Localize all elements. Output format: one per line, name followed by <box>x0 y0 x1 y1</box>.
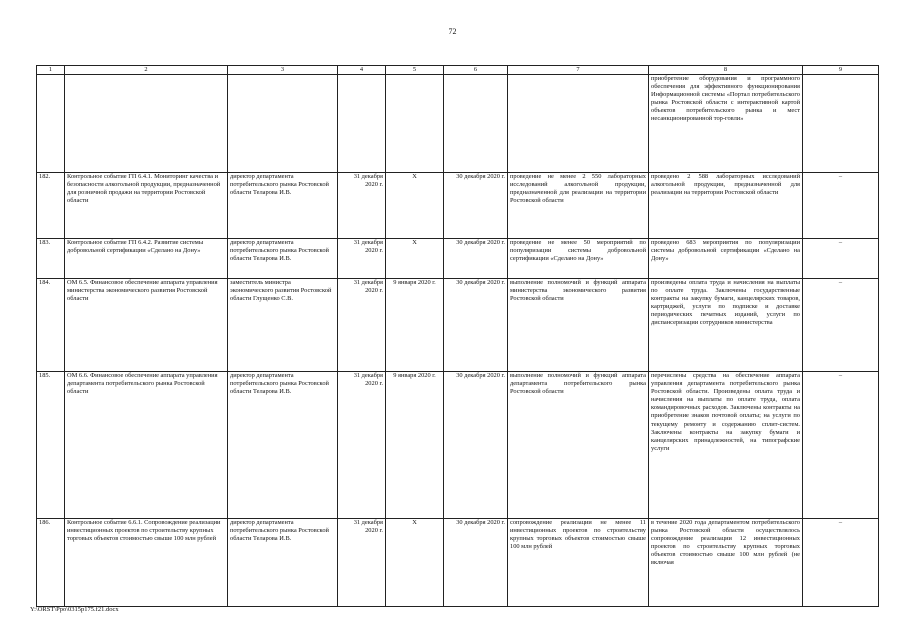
actual-end-date: 30 декабря 2020 г. <box>444 279 508 372</box>
event-name: Контрольное событие ГП 6.4.1. Мониторинг качества и безопасности алкогольной продукции, предназначенной для розничной продажи на территории Ростовской области <box>65 173 228 239</box>
actual-start-date: Х <box>386 173 444 239</box>
actual-start-date: 9 января 2020 г. <box>386 372 444 519</box>
actual-start-date: Х <box>386 239 444 279</box>
actual-start-date: 9 января 2020 г. <box>386 279 444 372</box>
event-name: ОМ 6.6. Финансовое обеспечение аппарата управления департамента потребительского рынка Ростовской области <box>65 372 228 519</box>
actual-end-date <box>444 75 508 173</box>
actual-result: перечислены средства на обеспечение аппарата управления департамента потребительского рынка Ростовской области. Произведены оплата труда и начисления на выплаты по оплате труда, оплата командировочных расходов. Заключены контракты на приобретение знаков почтовой оплаты; на услуги по текущему ремонту и содержанию сплит-систем. Заключены контракты на закупку бумаги и канцелярских принадлежностей, на типографские услуги <box>649 372 803 519</box>
planned-date: 31 декабря 2020 г. <box>338 239 386 279</box>
responsible-person: директор департамента потребительского рынка Ростовской области Теларова И.В. <box>228 173 338 239</box>
event-name <box>65 75 228 173</box>
actual-result: произведены оплата труда и начисления на выплаты по оплате труда. Заключены государственные контракты на закупку бумаги, канцелярских товаров, картриджей, услуги по подписке и доставке периодических печатных изданий, услуги по диспансеризации сотрудников министерства <box>649 279 803 372</box>
planned-result <box>508 75 649 173</box>
actual-result: в течение 2020 года департаментом потребительского рынка Ростовской области осуществлялось сопровождение реализации 12 инвестиционных проектов по строительству крупных торговых объектов стоимостью свыше 100 млн рублей (не включая <box>649 519 803 607</box>
column-header-row <box>37 66 879 75</box>
actual-result: проведено 683 мероприятия по популяризации системы добровольной сертификации «Сделано на Дону» <box>649 239 803 279</box>
report-table <box>36 65 879 607</box>
footer-file-path: Y:\ORST\Ppo\0315p175.f21.docx <box>30 606 119 613</box>
deviation-reason: – <box>803 239 879 279</box>
page-number: 72 <box>448 27 457 36</box>
row-number <box>37 75 65 173</box>
deviation-reason <box>803 75 879 173</box>
table-row <box>37 279 879 372</box>
table-row <box>37 239 879 279</box>
deviation-reason: – <box>803 173 879 239</box>
deviation-reason: – <box>803 519 879 607</box>
responsible-person: директор департамента потребительского рынка Ростовской области Теларова И.В. <box>228 372 338 519</box>
actual-end-date: 30 декабря 2020 г. <box>444 173 508 239</box>
row-number: 186. <box>37 519 65 607</box>
row-number: 182. <box>37 173 65 239</box>
planned-result: проведение не менее 50 мероприятий по популяризации системы добровольной сертификации «Сделано на Дону» <box>508 239 649 279</box>
column-number: 8 <box>649 66 803 75</box>
responsible-person: заместитель министра экономического развития Ростовской области Глущенко С.В. <box>228 279 338 372</box>
actual-start-date: Х <box>386 519 444 607</box>
event-name: Контрольное событие ГП 6.4.2. Развитие системы добровольной сертификации «Сделано на Дону» <box>65 239 228 279</box>
planned-result: выполнение полномочий и функций аппарата министерства экономического развития Ростовской области <box>508 279 649 372</box>
deviation-reason: – <box>803 279 879 372</box>
planned-date: 31 декабря 2020 г. <box>338 173 386 239</box>
row-number: 184. <box>37 279 65 372</box>
column-number: 1 <box>37 66 65 75</box>
deviation-reason: – <box>803 372 879 519</box>
planned-result: сопровождение реализации не менее 11 инвестиционных проектов по строительству крупных торговых объектов стоимостью свыше 100 млн рублей <box>508 519 649 607</box>
column-number: 5 <box>386 66 444 75</box>
planned-date: 31 декабря 2020 г. <box>338 372 386 519</box>
actual-end-date: 30 декабря 2020 г. <box>444 239 508 279</box>
table-row <box>37 173 879 239</box>
table-row <box>37 372 879 519</box>
column-number: 7 <box>508 66 649 75</box>
column-number: 2 <box>65 66 228 75</box>
row-number: 185. <box>37 372 65 519</box>
planned-date <box>338 75 386 173</box>
event-name: ОМ 6.5. Финансовое обеспечение аппарата управления министерства экономического развития Ростовской области <box>65 279 228 372</box>
planned-result: выполнение полномочий и функций аппарата департамента потребительского рынка Ростовской области <box>508 372 649 519</box>
responsible-person <box>228 75 338 173</box>
actual-result: приобретение оборудования и программного обеспечения для эффективного функционирования Информационной системы «Портал потребительского рынка Ростовской области с интерактивной картой объектов потребительского рынка и мест несанкционированной тор-говли» <box>649 75 803 173</box>
table-row <box>37 75 879 173</box>
row-number: 183. <box>37 239 65 279</box>
planned-date: 31 декабря 2020 г. <box>338 279 386 372</box>
planned-result: проведение не менее 2 550 лабораторных исследований алкогольной продукции, предназначенной для реализации на территории Ростовской области <box>508 173 649 239</box>
actual-end-date: 30 декабря 2020 г. <box>444 519 508 607</box>
column-number: 4 <box>338 66 386 75</box>
event-name: Контрольное событие 6.6.1. Сопровождение реализации инвестиционных проектов по строительству крупных торговых объектов стоимостью свыше 100 млн рублей <box>65 519 228 607</box>
actual-end-date: 30 декабря 2020 г. <box>444 372 508 519</box>
planned-date: 31 декабря 2020 г. <box>338 519 386 607</box>
actual-start-date <box>386 75 444 173</box>
table-row <box>37 519 879 607</box>
responsible-person: директор департамента потребительского рынка Ростовской области Теларова И.В. <box>228 519 338 607</box>
column-number: 9 <box>803 66 879 75</box>
column-number: 3 <box>228 66 338 75</box>
actual-result: проведено 2 588 лабораторных исследований алкогольной продукции, предназначенной для реализации на территории Ростовской области <box>649 173 803 239</box>
responsible-person: директор департамента потребительского рынка Ростовской области Теларова И.В. <box>228 239 338 279</box>
column-number: 6 <box>444 66 508 75</box>
